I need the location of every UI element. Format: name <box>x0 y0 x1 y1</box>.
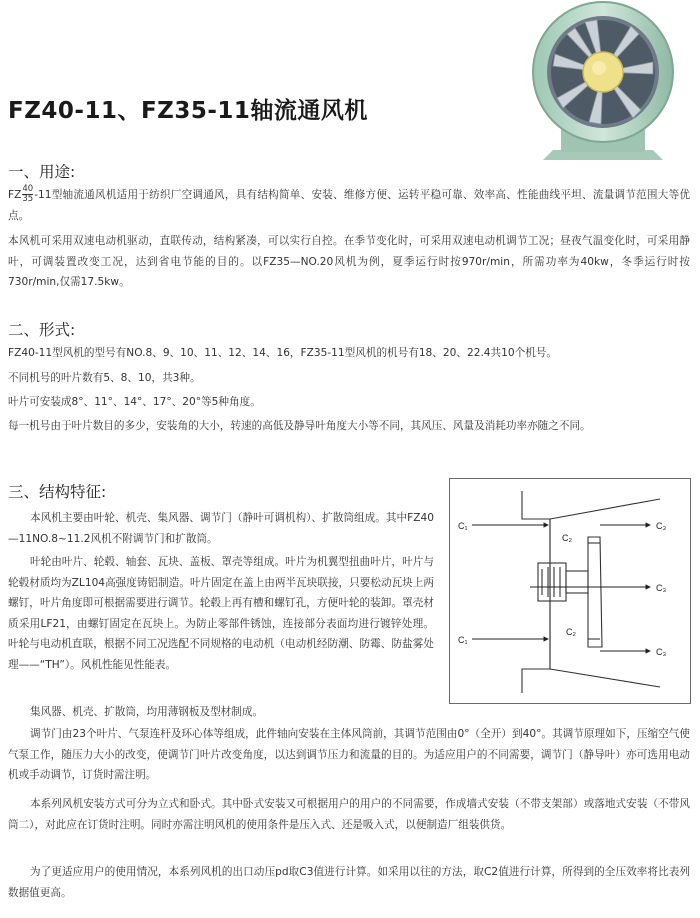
page-title: FZ40-11、FZ35-11轴流通风机 <box>8 98 368 124</box>
structure-paragraph-3: 集风器、机壳、扩散筒，均用薄钢板及型材制成。 <box>30 706 264 718</box>
form-paragraph-2: 不同机号的叶片数有5、8、10，共3种。 <box>8 372 201 384</box>
label-c2-top: C₂ <box>562 533 572 543</box>
label-c2-bottom: C₂ <box>566 627 576 637</box>
fraction-top: 40 <box>22 183 34 194</box>
form-paragraph-1: FZ40-11型风机的型号有NO.8、9、10、11、12、14、16，FZ35-11型风机的机号有18、20、22.4共10个机号。 <box>8 347 557 359</box>
structure-paragraph-6: 为了更适应用户的使用情况，本系列风机的出口动压pd取C3值进行计算。如采用以往的方法，取C2值进行计算，所得到的全压效率将比表列数据值更高。 <box>8 866 690 899</box>
structure-paragraph-5: 本系列风机安装方式可分为立式和卧式。其中卧式安装又可根据用户的用户的不同需要，作成墙式安装（不带支架部）或落地式安装（不带风筒二），对此应在订货时注明。同时亦需注明风机的使用条件是压入式、还是吸入式，以便制造厂组装供货。 <box>8 798 690 831</box>
label-c1-top: C₁ <box>458 521 468 531</box>
airflow-diagram <box>449 478 691 704</box>
model-prefix: FZ <box>8 189 22 201</box>
label-c1-bottom: C₁ <box>458 635 468 645</box>
section-heading-structure: 三、结构特征: <box>8 483 107 501</box>
form-paragraph-3: 叶片可安装成8°、11°、14°、17°、20°等5种角度。 <box>8 396 261 408</box>
section-heading-usage: 一、用途: <box>8 163 76 181</box>
structure-paragraph-1: 本风机主要由叶轮、机壳、集风器、调节门（静叶可调机构）、扩散筒组成。其中FZ40—11NO.8~11.2风机不附调节门和扩散筒。 <box>8 512 434 545</box>
usage-text: -11型轴流通风机适用于纺织厂空调通风，具有结构简单、安装、维修方便、运转平稳可靠、效率高、性能曲线平坦、流量调节范围大等优点。 <box>8 189 690 222</box>
axial-fan-photo <box>513 0 693 165</box>
structure-paragraph-2: 叶轮由叶片、轮毂、轴套、瓦块、盖板、罩壳等组成。叶片为机翼型扭曲叶片，叶片与轮毂材质均为ZL104高强度铸铝制造。叶片固定在盖上由两半瓦块联接，只要松动瓦块上两螺钉，叶片角度即可根据需要进行调节。轮毂上再有槽和螺钉孔，方便叶轮的装卸。罩壳材质采用LF21，由螺钉固定在瓦块上。为防止零部件锈蚀，连接部分表面均进行镀锌处理。叶轮与电动机直联，根据不同工况选配不同规格的电动机（电动机经防潮、防霉、防盐雾处理——“TH”）。风机性能见性能表。 <box>8 556 434 671</box>
label-c3-bottom: C₃ <box>656 647 667 657</box>
fraction-bottom: 35 <box>22 193 34 204</box>
structure-paragraph-4: 调节门由23个叶片、气泵连杆及环心体等组成，此件轴向安装在主体风筒前，其调节范围由0°（全开）到40°。其调节原理如下，压缩空气使气泵工作，随压力大小的改变，使调节门叶片改变角度，以达到调节压力和流量的目的。为适应用户的不同需要，调节门（静导叶）亦可选用电动机或手动调节，订货时需注明。 <box>8 728 690 781</box>
model-fraction <box>22 185 33 204</box>
section-heading-form: 二、形式: <box>8 321 76 339</box>
usage-paragraph-1 <box>8 185 690 226</box>
label-c3-top: C₃ <box>656 521 667 531</box>
label-c3-mid: C₃ <box>656 583 667 593</box>
usage-paragraph-2: 本风机可采用双速电动机驱动，直联传动，结构紧凑，可以实行自控。在季节变化时，可采用双速电动机调节工况；昼夜气温变化时，可采用静叶，可调装置改变工况，达到省电节能的目的。以FZ35—NO.20风机为例，夏季运行时按970r/min，所需功率为40kw，冬季运行时按730r/min,仅需17.5kw。 <box>8 235 690 288</box>
form-paragraph-4: 每一机号由于叶片数目的多少，安装角的大小，转速的高低及静导叶角度大小等不同，其风压、风量及消耗功率亦随之不同。 <box>8 420 591 432</box>
